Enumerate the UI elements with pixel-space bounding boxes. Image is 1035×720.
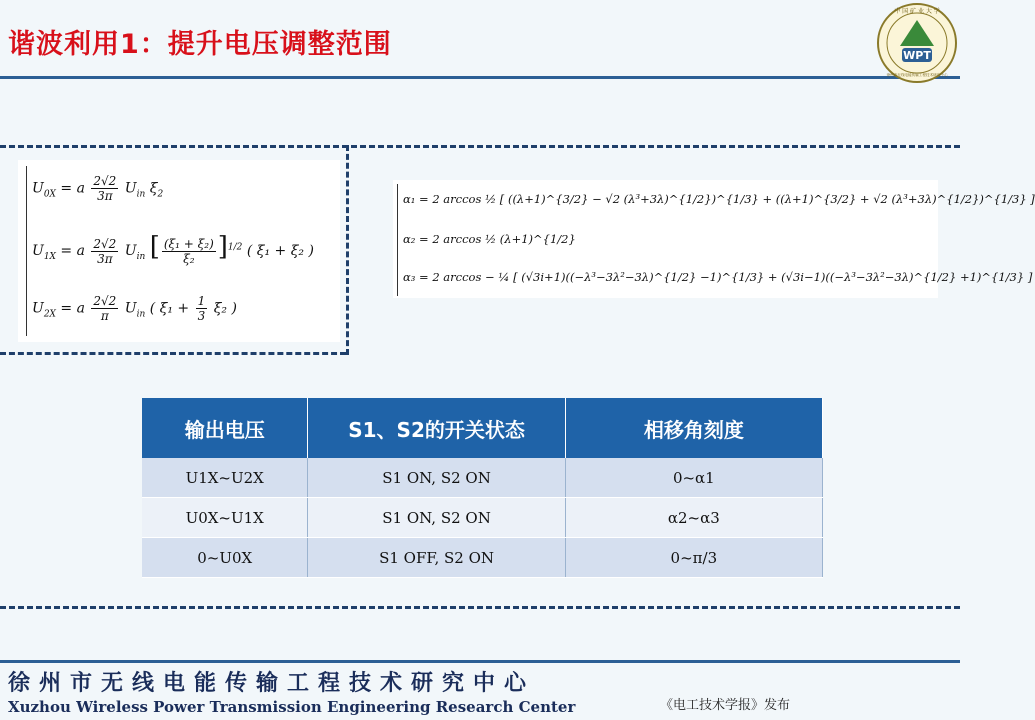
eq-u2x: $U_{2X} = a$ $\frac{2√2}{\pi}$ $U_{in}$ ( ξ₁ + $\frac{1}{3}$ ξ₂ ) xyxy=(32,294,237,323)
cell-voltage: U0X~U1X xyxy=(142,498,308,538)
table-row xyxy=(142,498,823,538)
logo-bottom-text: 徐州市无线电能传输工程技术研究中心 xyxy=(886,73,948,77)
cell-state: S1 OFF, S2 ON xyxy=(308,538,565,578)
cell-state: S1 ON, S2 ON xyxy=(308,458,565,498)
cell-angle: 0~α1 xyxy=(565,458,822,498)
cell-state: S1 ON, S2 ON xyxy=(308,498,565,538)
title-divider xyxy=(0,76,960,79)
header-phase-angle: 相移角刻度 xyxy=(565,398,822,458)
university-logo xyxy=(876,2,958,84)
bottom-dashed-divider xyxy=(0,606,960,609)
left-brace xyxy=(26,166,27,336)
top-dashed-divider xyxy=(0,145,960,148)
eq-u1x: $U_{1X} = a$ $\frac{2√2}{3\pi}$ $U_{in}$ [ $\frac{\text{(ξ₁ + ξ₂)}}{\text{ξ₂}}$ ]$^{1/2}$ ( ξ₁ + ξ₂ ) xyxy=(32,232,314,266)
footer-center-name-en: Xuzhou Wireless Power Transmission Engineering Research Center xyxy=(8,698,576,716)
eq-alpha3: α₃ = 2 arccos − ¼ [ (√3i+1)((−λ³−3λ²−3λ)^{1/2} −1)^{1/3} + (√3i−1)((−λ³−3λ²−3λ)^{1/2} +1)^{1/3} ] xyxy=(403,270,1033,284)
table-row xyxy=(142,458,823,498)
slide-title: 谐波利用1：提升电压调整范围 xyxy=(8,29,392,60)
eq-alpha1: α₁ = 2 arccos ½ [ ((λ+1)^{3/2} − √2 (λ³+3λ)^{1/2})^{1/3} + ((λ+1)^{3/2} + √2 (λ³+3λ)^{1/2})^{1/3} ] xyxy=(403,192,1035,206)
eq-u0x: $U_{0X} = a$ $\frac{2√2}{3\pi}$ $U_{in}$ $\xi_2$ xyxy=(32,174,164,203)
footer-center-name: 徐州市无线电能传输工程技术研究中心 xyxy=(8,670,536,696)
table-row xyxy=(142,538,823,578)
left-bottom-dashed-divider xyxy=(0,352,346,355)
publisher-label: 《电工技术学报》发布 xyxy=(660,698,791,713)
logo-top-text: 中 国 矿 业 大 学 xyxy=(894,8,940,15)
eq-alpha2: α₂ = 2 arccos ½ (λ+1)^{1/2} xyxy=(403,232,576,246)
right-brace xyxy=(397,184,398,296)
cell-angle: 0~π/3 xyxy=(565,538,822,578)
voltage-equations xyxy=(18,160,340,342)
cell-angle: α2~α3 xyxy=(565,498,822,538)
logo-badge: WPT xyxy=(903,49,931,62)
phase-angle-equations xyxy=(393,180,1035,298)
middle-dashed-divider xyxy=(346,145,349,355)
switch-state-table xyxy=(142,398,823,578)
cell-voltage: U1X~U2X xyxy=(142,458,308,498)
header-switch-state: S1、S2的开关状态 xyxy=(308,398,565,458)
footer-divider xyxy=(0,660,960,663)
header-output-voltage: 输出电压 xyxy=(142,398,308,458)
cell-voltage: 0~U0X xyxy=(142,538,308,578)
